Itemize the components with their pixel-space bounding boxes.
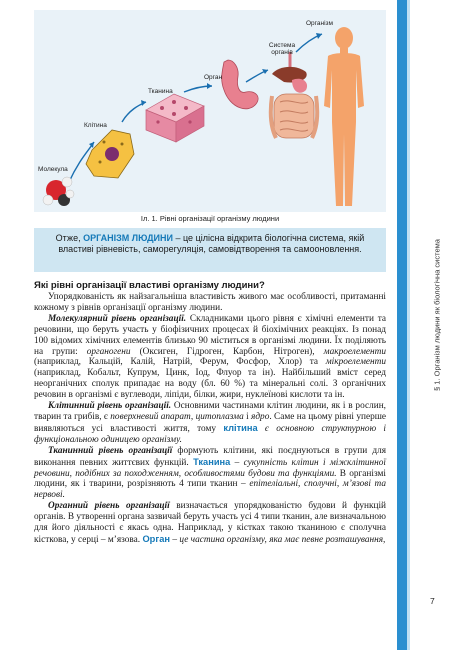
sidebar-accent-bar bbox=[397, 0, 407, 650]
paragraph-cellular: Клітинний рівень організації. Основними частинами клітин людини, як і в рослин, тварин та грибів, є поверхневий апарат, цитоплазма і ядро. Саме на цьому рівні уперше виявляються усі властивості життя, тому клітина є основною структурною і функціональною одиницею організму. bbox=[34, 401, 387, 445]
definition-box bbox=[34, 228, 386, 272]
label-molecule: Молекула bbox=[38, 166, 68, 173]
page-number: 7 bbox=[430, 596, 435, 606]
molecule-shape bbox=[43, 177, 74, 206]
paragraph-organ: Органний рівень організації визначається упорядкованістю будови й функцій органів. В утворенні органа зазвичай беруть участь усі 4 типи тканин, але визначальною для його діяльності є якась одна. Наприклад, у кістках такою тканиною є сполучна кісткова, у серці – м’язова. Орган – це частина організму, яка має певне розташування, bbox=[34, 501, 387, 545]
paragraph-tissue: Тканинний рівень організації формують клітини, які поєднуються в групи для виконання певних життєвих функцій. Тканина – сукупність клітин і міжклітинної речовини, подібних за походженням, особливостями будови та функціями. В організмі людини, як і тварини, розрізняють 4 типи тканин – епітеліальні, сполучні, м’язові та нервові. bbox=[34, 445, 387, 501]
levels-figure bbox=[34, 10, 386, 212]
tissue-shape bbox=[146, 94, 204, 142]
definition-text: – це цілісна відкрита біологічна система, якій властиві рівневість, саморегуляція, самовідтворення та самооновлення. bbox=[58, 233, 365, 254]
digestive-system-shape bbox=[271, 52, 317, 138]
levels-illustration bbox=[34, 10, 386, 212]
section-heading: Які рівні організації властиві організму людини? bbox=[34, 280, 265, 291]
cell-shape bbox=[86, 130, 134, 178]
label-organ: Орган bbox=[204, 74, 223, 81]
paragraph-molecular: Молекулярний рівень організації. Складниками цього рівня є хімічні елементи та речовини, що беруть участь у біофізичних процесах й біохімічних реакціях. Із понад 100 відомих хімічних елементів близько 90 міститься в організмі людини. Їх поділяють на групи: органогени (Оксиген, Гідроген, Карбон, Нітроген), макроелементи (наприклад, Кальцій, Калій, Натрій, Ферум, Фосфор, Хлор) та мікроелементи (наприклад, Кобальт, Купрум, Цинк, Іод, Флуор та ін). Найбільший вміст серед неорганічних сполук припадає на воду (бл. 60 %) та мінеральні солі. З органічних речовин в організмі є вуглеводи, ліпіди, білки, жири, нуклеїнові кислоти та ін. bbox=[34, 313, 387, 401]
definition-term: ОРГАНІЗМ ЛЮДИНИ bbox=[83, 233, 173, 243]
paragraph-ordering: Упорядкованість як найзагальніша властивість живого має особливості, притаманні кожному з рівнів організації організму людини. bbox=[34, 292, 386, 313]
label-organ-system: Система органів bbox=[268, 42, 296, 56]
figure-caption: Іл. 1. Рівні організації організму людини bbox=[140, 214, 280, 223]
sidebar-accent-stripe bbox=[407, 0, 410, 650]
label-tissue: Тканина bbox=[148, 88, 173, 95]
label-cell: Клітина bbox=[84, 122, 107, 129]
stomach-shape bbox=[222, 60, 258, 109]
label-organism: Організм bbox=[306, 20, 333, 27]
definition-pre: Отже, bbox=[55, 233, 84, 243]
body-text bbox=[34, 292, 386, 546]
human-silhouette bbox=[324, 27, 364, 206]
page-sidebar bbox=[397, 0, 459, 650]
chapter-running-title: § 1. Організм людини як біологічна система bbox=[432, 239, 442, 391]
